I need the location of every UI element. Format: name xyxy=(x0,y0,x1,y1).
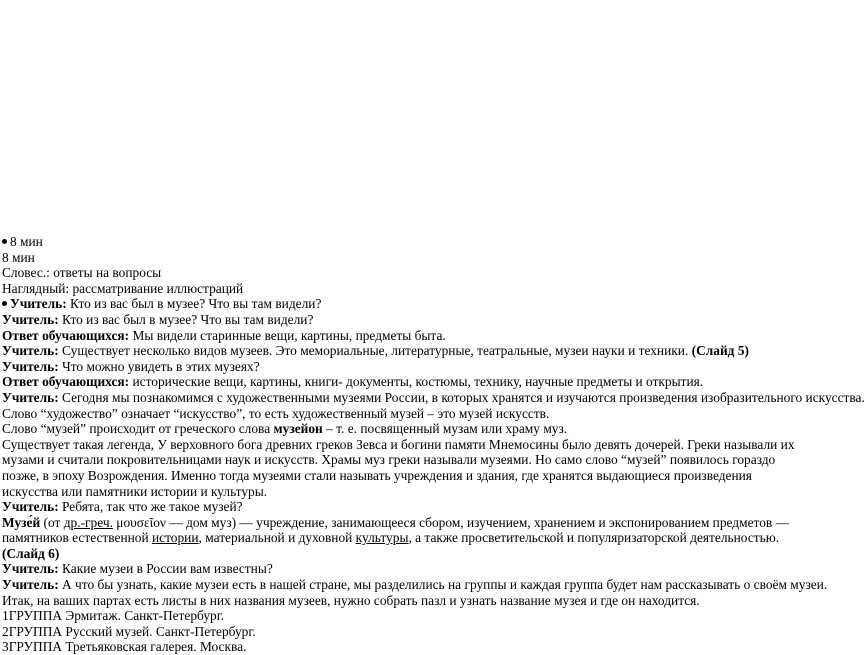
definition-text: μουσεῖον — дом муз) — учреждение, занимающееся сбором, изучением, хранением и экспонированием предметов — памятников естественной xyxy=(2,514,789,546)
task-instruction: Итак, на ваших партах есть листы в них названия музеев, нужно собрать пазл и узнать название музея и где он находится. xyxy=(2,592,700,608)
speaker-label: Учитель: xyxy=(2,311,59,327)
student-answer xyxy=(2,328,808,344)
teacher-question-bulleted xyxy=(2,296,808,312)
teacher-question xyxy=(2,312,808,328)
definition-term: Музе́й xyxy=(2,514,41,530)
teacher-statement xyxy=(2,577,828,593)
utterance: Кто из вас был в музее? Что вы там видели? xyxy=(58,311,314,327)
speaker-label: Учитель: xyxy=(2,343,59,359)
slide-ref: (Слайд 5) xyxy=(691,343,749,359)
bullet-icon xyxy=(2,239,7,244)
speaker-label: Учитель: xyxy=(10,296,67,312)
teacher-statement xyxy=(2,389,865,406)
word-origin xyxy=(2,421,808,437)
bullet-icon xyxy=(2,301,7,306)
document-body xyxy=(2,234,865,655)
time-label: 8 мин xyxy=(2,249,35,265)
utterance: Кто из вас был в музее? Что вы там видели? xyxy=(66,296,322,312)
group-item: 2ГРУППА Русский музей. Санкт-Петербург. xyxy=(2,623,256,639)
speaker-label: Ответ обучающихся: xyxy=(2,327,130,343)
teacher-question xyxy=(2,359,808,375)
teacher-question xyxy=(2,499,808,515)
utterance: исторические вещи, картины, книги- документы, костюмы, технику, научные предметы и открытия. xyxy=(129,374,704,390)
word-origin-text: – т. е. посвященный музам или храму муз. xyxy=(322,421,568,437)
speaker-label: Учитель: xyxy=(2,358,59,374)
definition-text: , а также просветительской и популяризаторской деятельностью. xyxy=(408,530,780,546)
link-history[interactable]: истории xyxy=(152,530,199,546)
time-row-bulleted xyxy=(2,234,808,250)
utterance: Существует несколько видов музеев. Это мемориальные, литературные, театральные, музеи науки и техники. xyxy=(58,343,692,359)
definition-text: (от xyxy=(40,514,64,530)
utterance: Ребята, так что же такое музей? xyxy=(58,499,243,515)
museum-definition xyxy=(2,515,808,562)
utterance: Какие музеи в России вам известны? xyxy=(58,561,273,577)
speaker-label: Учитель: xyxy=(2,389,59,405)
teacher-question xyxy=(2,561,808,577)
method-verbal: Словес.: ответы на вопросы xyxy=(2,265,162,281)
word-meaning: Слово “художество” означает “искусство”, то есть художественный музей – это музей искусств. xyxy=(2,405,550,421)
speaker-label: Учитель: xyxy=(2,577,59,593)
speaker-label: Ответ обучающихся: xyxy=(2,374,130,390)
link-culture[interactable]: культуры xyxy=(355,530,409,546)
speaker-label: Учитель: xyxy=(2,561,59,577)
definition-text: , материальной и духовной xyxy=(198,530,356,546)
slide-ref: (Слайд 6) xyxy=(2,545,60,561)
greek-word: музейон xyxy=(273,421,323,437)
word-origin-text: Слово “музей” происходит от греческого слова xyxy=(2,421,274,437)
utterance: Сегодня мы познакомимся с художественными музеями России, в которых хранятся и изучаются произведения изобразительного искусства. xyxy=(58,389,865,405)
utterance: Что можно увидеть в этих музеях? xyxy=(58,358,260,374)
group-item: 1ГРУППА Эрмитаж. Санкт-Петербург. xyxy=(2,608,225,624)
group-item: 3ГРУППА Третьяковская галерея. Москва. xyxy=(2,639,247,655)
student-answer xyxy=(2,374,808,390)
legend-paragraph: Существует такая легенда, У верховного бога древних греков Зевса и богини памяти Мнемосины было девять дочерей. Греки называли их музами и считали покровительницами наук и искусств. Храмы муз греки называли музеями. Но само слово “музей” появилось гораздо позже, в эпоху Возрождения. Именно тогда музеями стали называть учреждения и здания, где хранятся выдающиеся произведения искусства или памятники истории и культуры. xyxy=(2,436,795,499)
utterance: А что бы узнать, какие музеи есть в нашей стране, мы разделились на группы и каждая группа будет нам рассказывать о своём музеи. xyxy=(58,577,828,593)
time-label: 8 мин xyxy=(10,234,43,249)
speaker-label: Учитель: xyxy=(2,499,59,515)
teacher-statement xyxy=(2,343,808,359)
time-row xyxy=(2,250,808,266)
method-visual: Наглядный: рассматривание иллюстраций xyxy=(2,280,244,296)
utterance: Мы видели старинные вещи, картины, предметы быта. xyxy=(129,327,446,343)
link-ancient-greek[interactable]: др.-греч. xyxy=(63,514,113,530)
